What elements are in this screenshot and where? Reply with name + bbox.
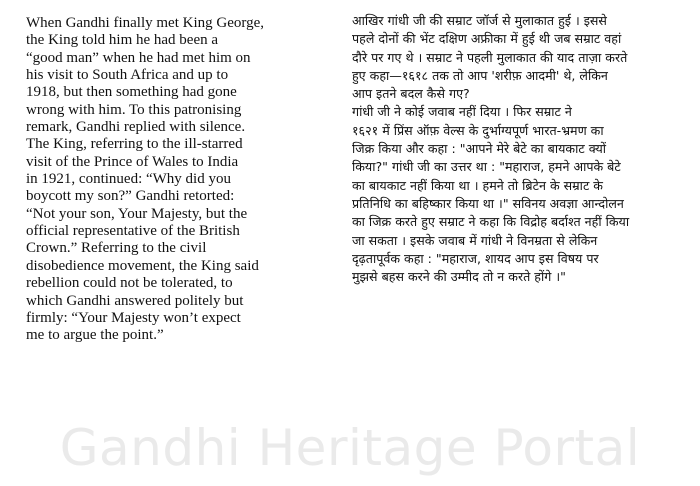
hindi-text-line: १६२१ में प्रिंस ऑफ़ वेल्स के दुर्भाग्यपूर्ण भारत-भ्रमण का [352,122,604,138]
hindi-text-line: आप इतने बदल कैसे गए? [352,86,470,102]
english-text-line: Crown.” Referring to the civil [26,240,207,257]
english-text-column [26,15,306,345]
english-text-line: official representative of the British [26,223,240,240]
hindi-text-column [352,12,687,286]
english-text-line: visit of the Prince of Wales to India [26,153,239,170]
english-text-line: wrong with him. To this patronising [26,101,242,118]
english-text-line: boycott my son?” Gandhi retorted: [26,188,235,205]
english-text-line: his visit to South Africa and up to [26,67,229,84]
english-text-line: “Not your son, Your Majesty, but the [26,205,248,222]
english-text-line: which Gandhi answered politely but [26,292,244,309]
english-text-line: me to argue the point.” [26,327,164,344]
english-text-line: 1918, but then something had gone [26,84,237,101]
hindi-text-line: का बायकाट नहीं किया था । हमने तो ब्रिटेन के सम्राट के [352,177,603,193]
watermark: Gandhi Heritage Portal [59,419,641,477]
english-text-line: remark, Gandhi replied with silence. [26,119,246,136]
hindi-text-line: जा सकता । इसके जवाब में गांधी ने विनम्रता से लेकिन [352,232,598,248]
english-text-line: the King told him he had been a [26,32,219,49]
hindi-text-line: किया?" गांधी जी का उत्तर था : "महाराज, हमने आपके बेटे [352,159,621,175]
hindi-text-line: दौरे पर गए थे । सम्राट ने पहली मुलाकात की याद ताज़ा करते [352,49,628,65]
hindi-text-line: आखिर गांधी जी की सम्राट जॉर्ज से मुलाकात हुई । इससे [352,13,607,28]
hindi-text-line: जिक्र किया और कहा : "आपने मेरे बेटे का बायकाट क्यों [352,141,607,157]
hindi-text-line: दृढ़तापूर्वक कहा : "महाराज, शायद आप इस विषय पर [352,250,599,266]
english-text-line: rebellion could not be tolerated, to [26,275,233,292]
english-text-line: When Gandhi finally met King George, [26,15,264,31]
hindi-text-line: गांधी जी ने कोई जवाब नहीं दिया । फिर सम्राट ने [352,104,572,120]
hindi-text-line: प्रतिनिधि का बहिष्कार किया था ।" सविनय अवज्ञा आन्दोलन [352,195,624,211]
hindi-text-line: मुझसे बहस करने की उम्मीद तो न करते होंगे ।" [352,269,566,285]
english-text-line: in 1921, continued: “Why did you [26,171,231,188]
english-text-line: disobedience movement, the King said [26,257,259,274]
hindi-text-line: का जिक्र करते हुए सम्राट ने कहा कि विद्रोह बर्दाश्त नहीं किया [352,214,630,230]
hindi-text-line: हुए कहा—१६१८ तक तो आप 'शरीफ़ आदमी' थे, लेकिन [352,67,608,83]
english-text-line: “good man” when he had met him on [26,49,251,66]
english-text-line: firmly: “Your Majesty won’t expect [26,309,241,326]
hindi-text-line: पहले दोनों की भेंट दक्षिण अफ्रीका में हुई थी जब सम्राट वहां [352,31,622,47]
english-text-line: The King, referring to the ill-starred [26,136,243,153]
